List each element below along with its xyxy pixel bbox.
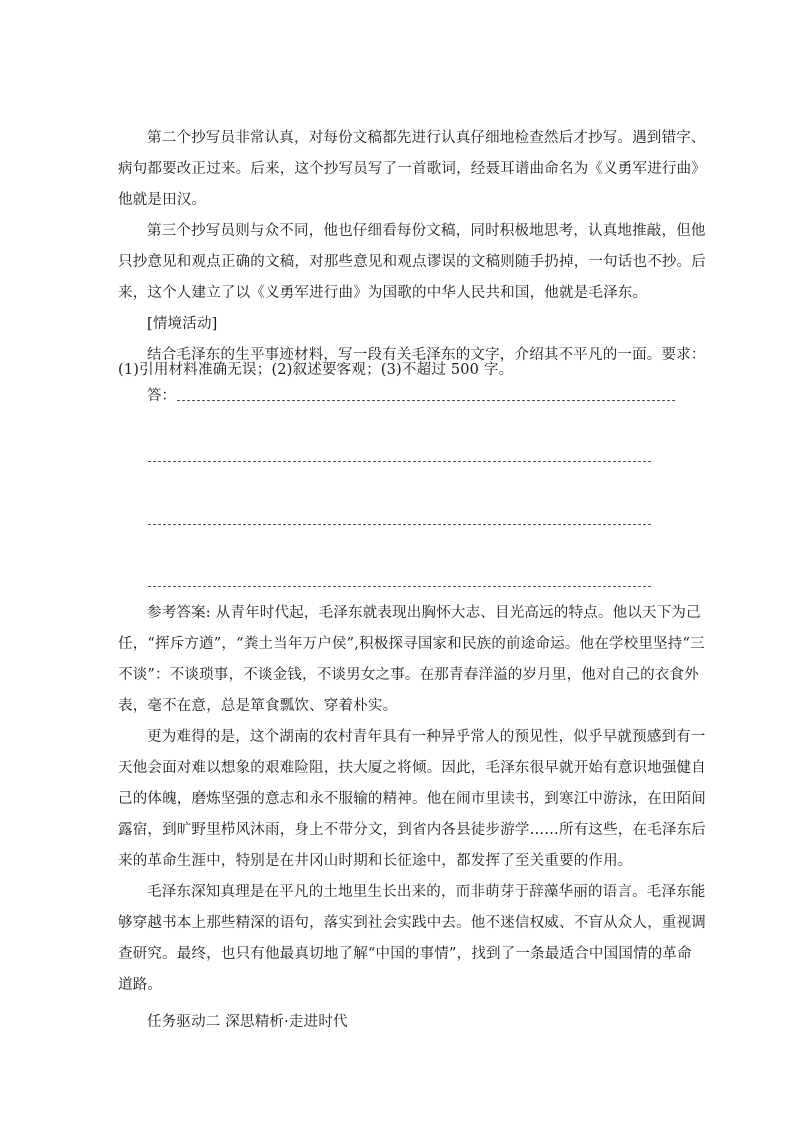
paragraph-text: 来，这个人建立了以《义勇军进行曲》为国歌的中华人民共和国，他就是毛泽东。 [118, 285, 648, 301]
reference-answer-text: 天他会面对难以想象的艰难险阻，扶大厦之将倾。因此，毛泽东很早就开始有意识地强健自 [118, 760, 706, 776]
answer-line[interactable] [148, 461, 651, 462]
paragraph-text: 只抄意见和观点正确的文稿，对那些意见和观点谬误的文稿则随手扔掉，一句话也不抄。后 [118, 254, 706, 270]
reference-answer-text: 更为难得的是，这个湖南的农村青年具有一种异乎常人的预见性，似乎早就预感到有一 [147, 729, 706, 745]
paragraph-text: 第三个抄写员则与众不同，他也仔细看每份文稿，同时积极地思考，认真地推敲，但他 [147, 223, 706, 239]
reference-answer-text: 查研究。最终，也只有他最真切地了解“中国的事情”，找到了一条最适合中国国情的革命 [118, 946, 692, 962]
reference-answer-text: 己的体魄，磨炼坚强的意志和永不服输的精神。他在闹市里读书，到寒江中游泳，在田陌间 [118, 791, 706, 807]
activity-heading: [情境活动] [147, 316, 218, 332]
task-text: 结合毛泽东的生平事迹材料，写一段有关毛泽东的文字，介绍其不平凡的一面。要求： [147, 347, 706, 363]
answer-line[interactable] [148, 524, 651, 525]
reference-answer-text: 露宿，到旷野里栉风沐雨，身上不带分文，到省内各县徒步游学……所有这些，在毛泽东后 [118, 822, 706, 838]
reference-answer-text: 不谈”：不谈琐事，不谈金钱，不谈男女之事。在那青春洋溢的岁月里，他对自己的衣食外 [118, 667, 699, 683]
reference-answer-text: 毛泽东深知真理是在平凡的土地里生长出来的，而非萌芽于辞藻华丽的语言。毛泽东能 [147, 884, 706, 900]
answer-label: 答： [147, 388, 176, 404]
paragraph-text: 第二个抄写员非常认真，对每份文稿都先进行认真仔细地检查然后才抄写。遇到错字、 [147, 130, 706, 146]
paragraph-text: 他就是田汉。 [118, 192, 207, 208]
reference-answer-text: 道路。 [118, 977, 163, 993]
task-text: (1)引用材料准确无误；(2)叙述要客观；(3)不超过 500 字。 [118, 362, 514, 378]
reference-answer-text: 任，“挥斥方遒”，“粪土当年万户侯”,积极探寻国家和民族的前途命运。他在学校里坚持“三 [118, 636, 705, 652]
reference-answer-text: 表，毫不在意，总是箪食瓢饮、穿着朴实。 [118, 698, 398, 714]
reference-answer-text: 够穿越书本上那些精深的语句，落实到社会实践中去。他不迷信权威、不盲从众人，重视调 [118, 915, 706, 931]
section-heading: 任务驱动二 深思精析·走进时代 [147, 1014, 348, 1030]
answer-line[interactable] [177, 400, 675, 401]
paragraph-text: 病句都要改正过来。后来，这个抄写员写了一首歌词，经聂耳谱曲命名为《义勇军进行曲》 [118, 161, 706, 177]
reference-answer-text: 来的革命生涯中，特别是在井冈山时期和长征途中，都发挥了至关重要的作用。 [118, 853, 633, 869]
reference-answer-text: 参考答案: 从青年时代起，毛泽东就表现出胸怀大志、目光高远的特点。他以天下为己 [147, 605, 701, 621]
answer-line[interactable] [148, 586, 651, 587]
